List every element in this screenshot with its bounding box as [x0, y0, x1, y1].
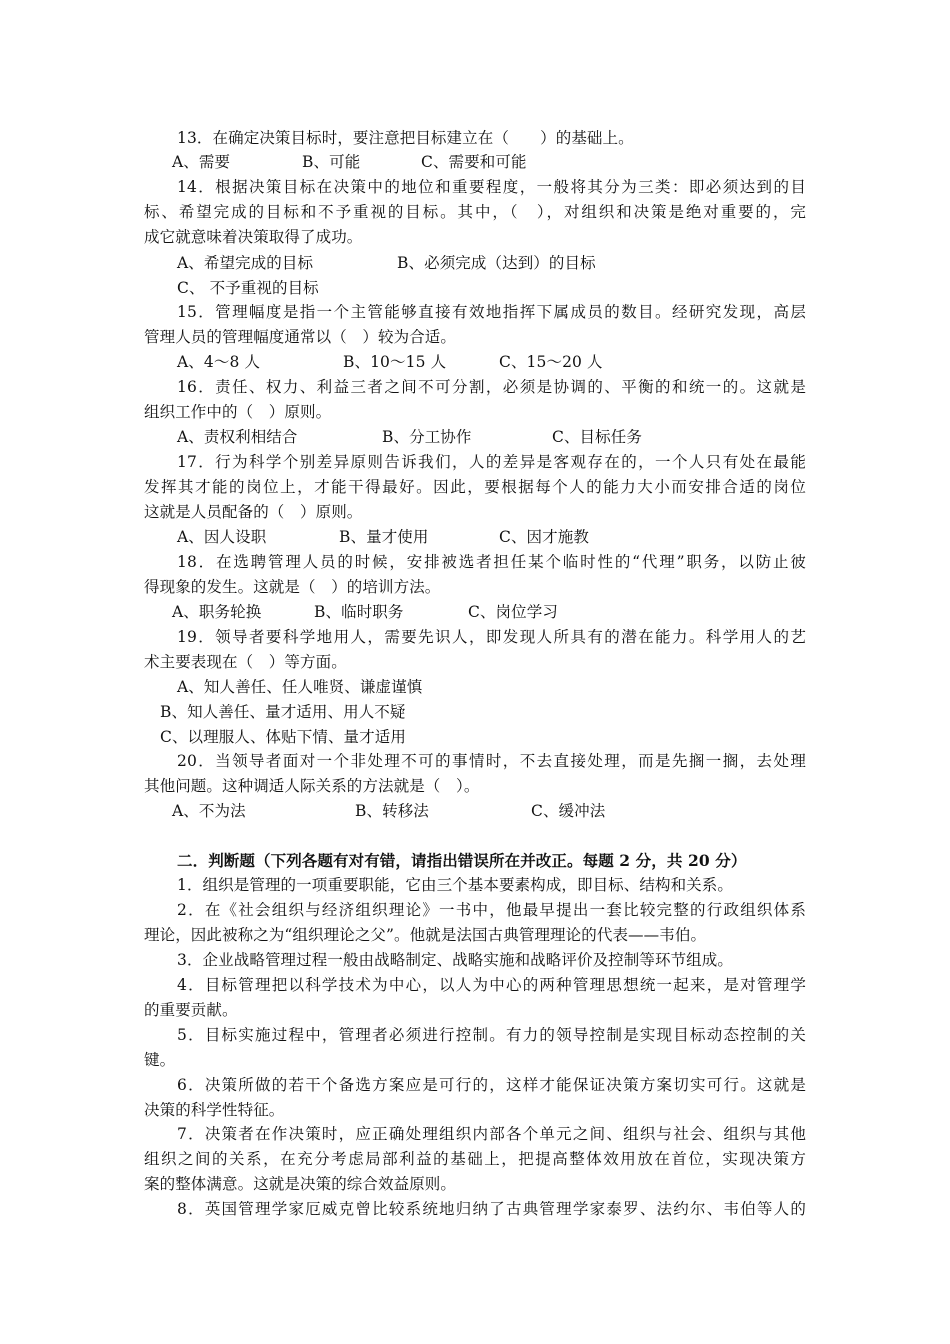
q19-option-b: B、知人善任、量才适用、用人不疑 — [160, 703, 406, 721]
q18-option-a: A、职务轮换 — [172, 603, 262, 621]
q13-stem: 13．在确定决策目标时，要注意把目标建立在（ ）的基础上。 — [177, 129, 634, 147]
tf-3: 3．企业战略管理过程一般由战略制定、战略实施和战略评价及控制等环节组成。 — [177, 951, 733, 969]
q19-line-2: 术主要表现在（ ）等方面。 — [144, 653, 347, 671]
tf-7-line-3: 案的整体满意。这就是决策的综合效益原则。 — [144, 1175, 457, 1193]
q18-line-1: 18．在选聘管理人员的时候，安排被选者担任某个临时性的“代理”职务，以防止彼 — [177, 553, 806, 571]
q17-option-b: B、量才使用 — [339, 528, 429, 546]
q14-line-2: 标、希望完成的目标和不予重视的目标。其中，（ ），对组织和决策是绝对重要的，完 — [144, 203, 806, 221]
tf-8-line-1: 8．英国管理学家厄威克曾比较系统地归纳了古典管理学家泰罗、法约尔、韦伯等人的 — [177, 1200, 806, 1218]
tf-7-line-1: 7．决策者在作决策时，应正确处理组织内部各个单元之间、组织与社会、组织与其他 — [177, 1125, 806, 1143]
q17-line-2: 发挥其才能的岗位上，才能干得最好。因此，要根据每个人的能力大小而安排合适的岗位 — [144, 478, 806, 496]
q16-line-1: 16．责任、权力、利益三者之间不可分割，必须是协调的、平衡的和统一的。这就是 — [177, 378, 806, 396]
tf-2-line-2: 理论，因此被称之为“组织理论之父”。他就是法国古典管理理论的代表——韦伯。 — [144, 926, 707, 944]
q20-line-2: 其他问题。这种调适人际关系的方法就是（ ）。 — [144, 777, 480, 795]
q14-option-a: A、希望完成的目标 — [177, 254, 314, 272]
q19-option-c: C、以理服人、体贴下情、量才适用 — [160, 728, 406, 746]
tf-7-line-2: 组织之间的关系，在充分考虑局部利益的基础上，把提高整体效用放在首位，实现决策方 — [144, 1150, 806, 1168]
q16-option-a: A、责权利相结合 — [177, 428, 298, 446]
q17-line-3: 这就是人员配备的（ ）原则。 — [144, 503, 363, 521]
tf-6-line-2: 决策的科学性特征。 — [144, 1101, 285, 1119]
q17-option-a: A、因人设职 — [177, 528, 267, 546]
q13-option-b: B、可能 — [302, 153, 361, 171]
tf-4-line-2: 的重要贡献。 — [144, 1001, 238, 1019]
q15-line-1: 15．管理幅度是指一个主管能够直接有效地指挥下属成员的数目。经研究发现，高层 — [177, 303, 806, 321]
q16-line-2: 组织工作中的（ ）原则。 — [144, 403, 332, 421]
q20-option-a: A、不为法 — [172, 802, 246, 820]
q14-option-b: B、必须完成（达到）的目标 — [397, 254, 596, 272]
q19-line-1: 19．领导者要科学地用人，需要先识人，即发现人所具有的潜在能力。科学用人的艺 — [177, 628, 806, 646]
q17-option-c: C、因才施教 — [499, 528, 589, 546]
q13-option-c: C、需要和可能 — [421, 153, 527, 171]
tf-1: 1．组织是管理的一项重要职能，它由三个基本要素构成，即目标、结构和关系。 — [177, 876, 733, 894]
q16-option-c: C、目标任务 — [552, 428, 642, 446]
q13-option-a: A、需要 — [172, 153, 231, 171]
q15-line-2: 管理人员的管理幅度通常以（ ）较为合适。 — [144, 328, 457, 346]
q15-option-c: C、15～20 人 — [499, 353, 603, 371]
q14-line-3: 成它就意味着决策取得了成功。 — [144, 228, 363, 246]
tf-5-line-2: 键。 — [144, 1051, 176, 1069]
q18-option-c: C、岗位学习 — [468, 603, 558, 621]
q14-line-1: 14．根据决策目标在决策中的地位和重要程度，一般将其分为三类：即必须达到的目 — [177, 178, 806, 196]
q19-option-a: A、知人善任、任人唯贤、谦虚谨慎 — [177, 678, 423, 696]
q16-option-b: B、分工协作 — [382, 428, 472, 446]
q20-option-c: C、缓冲法 — [531, 802, 606, 820]
tf-6-line-1: 6．决策所做的若干个备选方案应是可行的，这样才能保证决策方案切实可行。这就是 — [177, 1076, 806, 1094]
q18-line-2: 得现象的发生。这就是（ ）的培训方法。 — [144, 578, 441, 596]
q15-option-b: B、10～15 人 — [343, 353, 447, 371]
tf-5-line-1: 5．目标实施过程中，管理者必须进行控制。有力的领导控制是实现目标动态控制的关 — [177, 1026, 806, 1044]
q15-option-a: A、4～8 人 — [177, 353, 261, 371]
tf-2-line-1: 2．在《社会组织与经济组织理论》一书中，他最早提出一套比较完整的行政组织体系 — [177, 901, 806, 919]
q17-line-1: 17．行为科学个别差异原则告诉我们，人的差异是客观存在的，一个人只有处在最能 — [177, 453, 806, 471]
section-2-heading: 二．判断题（下列各题有对有错，请指出错误所在并改正。每题 2 分，共 20 分） — [177, 851, 747, 870]
q20-line-1: 20．当领导者面对一个非处理不可的事情时，不去直接处理，而是先搁一搁，去处理 — [177, 752, 806, 770]
q20-option-b: B、转移法 — [355, 802, 429, 820]
q18-option-b: B、临时职务 — [314, 603, 404, 621]
tf-4-line-1: 4．目标管理把以科学技术为中心，以人为中心的两种管理思想统一起来，是对管理学 — [177, 976, 806, 994]
q14-option-c: C、 不予重视的目标 — [177, 279, 319, 297]
